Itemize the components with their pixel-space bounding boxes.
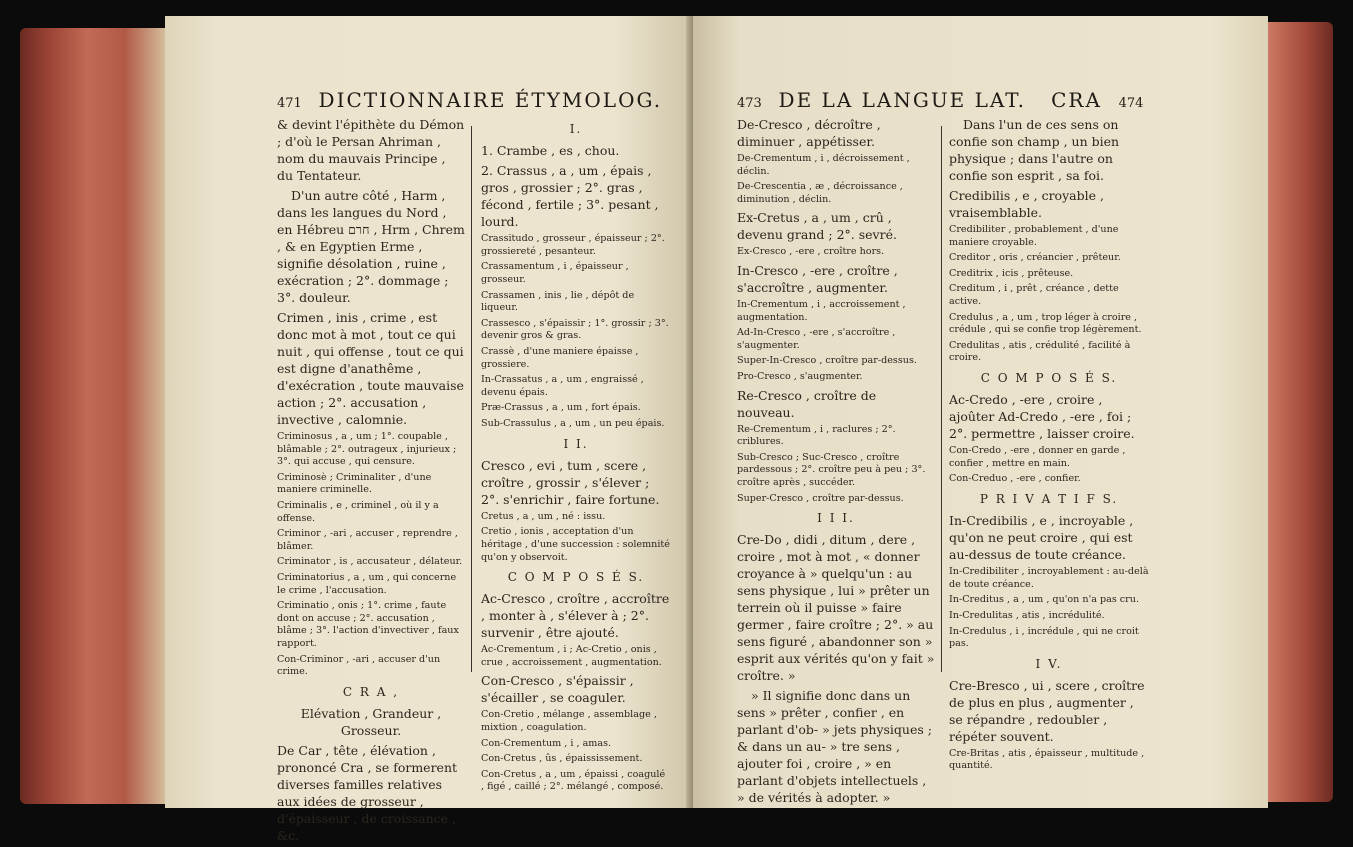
- text-paragraph: Criminator , is , accusateur , délateur.: [277, 556, 463, 568]
- text-paragraph: Creditor , oris , créancier , prêteur.: [949, 252, 1121, 264]
- text-paragraph: Con-Creduo , -ere , confier.: [949, 473, 1081, 485]
- text-paragraph: Cre-Do , didi , ditum , dere , croire , mot à mot , « donner croyance à » quelqu'un : au sens physique , lui » prêter un terrein où il puisse » faire germer , faire croître ; 2°. » au sens figuré , abandonner son » esprit aux vérités qu'on y fait » croître. »: [737, 532, 935, 684]
- text-paragraph: Criminosus , a , um ; 1°. coupable , blâmable ; 2°. outrageux , injurieux ; 3°. qui accuse , qui censure.: [277, 431, 457, 468]
- text-paragraph: Ex-Cresco , -ere , croître hors.: [737, 246, 885, 258]
- column-rule: [941, 126, 942, 672]
- text-paragraph: Ex-Cretus , a , um , crû , devenu grand ; 2°. sevré.: [737, 210, 897, 243]
- text-paragraph: Cresco , evi , tum , scere , croître , grossir , s'élever ; 2°. s'enrichir , faire fortune.: [481, 457, 660, 507]
- left-column-2: [481, 116, 671, 797]
- text-paragraph: In-Cresco , -ere , croître , s'accroître , augmenter.: [737, 262, 898, 295]
- text-paragraph: In-Crementum , i , accroissement , augmentation.: [737, 298, 906, 323]
- text-paragraph: De-Crementum , i , décroissement , déclin.: [737, 153, 910, 177]
- text-paragraph: Cretio , ionis , acceptation d'un héritage , d'une succession : solemnité qu'on y observoit.: [481, 526, 670, 563]
- text-paragraph: C O M P O S É S.: [507, 570, 645, 585]
- text-paragraph: In-Credibiliter , incroyablement : au-delà de toute créance.: [949, 566, 1149, 590]
- text-paragraph: In-Credulitas , atis , incrédulité.: [949, 609, 1105, 621]
- text-paragraph: Elévation , Grandeur , Grosseur.: [300, 705, 442, 738]
- text-paragraph: I V.: [1035, 656, 1063, 671]
- text-paragraph: In-Crassatus , a , um , engraissé , devenu épais.: [481, 374, 644, 398]
- text-paragraph: De-Cresco , décroître , diminuer , appétisser.: [737, 117, 881, 149]
- text-paragraph: De-Crescentia , æ , décroissance , diminution , déclin.: [737, 181, 903, 205]
- right-column-1: [737, 116, 935, 809]
- text-paragraph: & devint l'épithète du Démon ; d'où le Persan Ahriman , nom du mauvais Principe , du Tentateur.: [277, 117, 465, 183]
- text-paragraph: Credulitas , atis , crédulité , facilité à croire.: [949, 339, 1131, 364]
- text-paragraph: Criminalis , e , criminel , où il y a offense.: [277, 499, 439, 524]
- right-page: [693, 16, 1268, 808]
- text-paragraph: In-Credibilis , e , incroyable , qu'on ne peut croire , qui est au-dessus de toute créance.: [949, 513, 1134, 563]
- text-paragraph: Credibilis , e , croyable , vraisemblable.: [949, 188, 1104, 220]
- text-paragraph: C R A ,: [342, 684, 400, 699]
- text-paragraph: Re-Cresco , croître de nouveau.: [737, 387, 877, 420]
- text-paragraph: Crassamentum , i , épaisseur , grosseur.: [481, 261, 629, 285]
- text-paragraph: Crassamen , inis , lie , dépôt de liqueur.: [481, 289, 635, 314]
- text-paragraph: Con-Cretus , a , um , épaissi , coagulé , figé , caillé ; 2°. mélangé , composé.: [481, 768, 666, 793]
- text-paragraph: De Car , tête , élévation , prononcé Cra , se formerent diverses familles relatives aux idées de grosseur , d'épaisseur , de croissance , &c.: [277, 742, 458, 843]
- running-title-right: DE LA LANGUE LAT.: [778, 88, 1027, 112]
- text-paragraph: Ac-Cresco , croître , accroître , monter à , s'élever à ; 2°. survenir , être ajouté.: [481, 591, 670, 641]
- text-paragraph: Pro-Cresco , s'augmenter.: [737, 370, 863, 382]
- text-paragraph: Cre-Bresco , ui , scere , croître de plus en plus , augmenter , se répandre , redoubler , répéter souvent.: [949, 677, 1145, 744]
- section-label: CRA: [1051, 88, 1102, 112]
- text-paragraph: Sub-Cresco ; Suc-Cresco , croître pardessous ; 2°. croître peu à peu ; 3°. croître après , succéder.: [737, 451, 926, 488]
- text-paragraph: Ad-In-Cresco , -ere , s'accroître , s'augmenter.: [737, 327, 896, 351]
- text-paragraph: Super-Cresco , croître par-dessus.: [737, 492, 904, 504]
- text-paragraph: 1. Crambe , es , chou.: [481, 143, 620, 159]
- right-page-header: [737, 88, 1143, 112]
- text-paragraph: I.: [569, 122, 583, 136]
- text-paragraph: Creditrix , icis , prêteuse.: [949, 267, 1074, 279]
- text-paragraph: Cre-Britas , atis , épaisseur , multitude , quantité.: [949, 747, 1145, 772]
- page-edge-left: [20, 28, 170, 804]
- text-paragraph: Credulus , a , um , trop léger à croire , crédule , qui se confie trop légèrement.: [949, 311, 1142, 336]
- text-paragraph: Con-Cretio , mélange , assemblage , mixtion , coagulation.: [481, 709, 657, 734]
- text-paragraph: I I I.: [817, 511, 855, 526]
- page-number-473: 473: [737, 96, 762, 111]
- left-column-1: [277, 116, 465, 847]
- text-paragraph: Ac-Credo , -ere , croire , ajoûter Ad-Credo , -ere , foi ; 2°. permettre , laisser croire.: [949, 392, 1135, 442]
- text-paragraph: Con-Credo , -ere , donner en garde , confier , mettre en main.: [949, 445, 1126, 469]
- text-paragraph: Criminor , -ari , accuser , reprendre , blâmer.: [277, 528, 458, 552]
- text-paragraph: I I.: [563, 436, 589, 451]
- text-paragraph: » Il signifie donc dans un sens » prêter , confier , en parlant d'ob- » jets physiques ; & dans un au- » tre sens , ajouter foi , croire , » en parlant d'objets intellectuels , » de vérités à adopter. »: [737, 688, 932, 806]
- text-paragraph: Criminatorius , a , um , qui concerne le crime , l'accusation.: [277, 571, 457, 596]
- text-paragraph: D'un autre côté , Harm , dans les langues du Nord , en Hébreu חרם , Hrm , Chrem , & en Egyptien Erme , signifie désolation , ruine , exécration ; 2°. dommage ; 3°. douleur.: [277, 188, 465, 305]
- text-paragraph: Crassitudo , grosseur , épaisseur ; 2°. grossiereté , pesanteur.: [481, 233, 665, 257]
- text-paragraph: Creditum , i , prêt , créance , dette active.: [949, 283, 1119, 307]
- text-paragraph: Criminosè ; Criminaliter , d'une maniere criminelle.: [277, 471, 432, 496]
- text-paragraph: Con-Cresco , s'épaissir , s'écailler , se coaguler.: [481, 673, 634, 706]
- right-column-2: [949, 116, 1149, 776]
- text-paragraph: Dans l'un de ces sens on confie son champ , un bien physique ; dans l'autre on confie son esprit , sa foi.: [949, 117, 1120, 183]
- text-paragraph: Crassè , d'une maniere épaisse , grossiere.: [481, 345, 639, 370]
- text-paragraph: Con-Crementum , i , amas.: [481, 737, 612, 749]
- text-paragraph: Sub-Crassulus , a , um , un peu épais.: [481, 417, 665, 429]
- text-paragraph: Crassesco , s'épaissir ; 1°. grossir ; 3°. devenir gros & gras.: [481, 317, 669, 342]
- left-page: [165, 16, 693, 843]
- text-paragraph: Crimen , inis , crime , est donc mot à mot , tout ce qui nuit , qui offense , tout ce qui est digne d'anathême , d'exécration , toute mauvaise action ; 2°. accusation , invective , calomnie.: [277, 310, 464, 427]
- text-paragraph: 2. Crassus , a , um , épais , gros , grossier ; 2°. gras , fécond , fertile ; 3°. pesant , lourd.: [481, 163, 659, 230]
- column-rule: [471, 126, 472, 672]
- text-paragraph: P R I V A T I F S.: [979, 491, 1119, 506]
- page-number-471: 471: [277, 96, 302, 111]
- text-paragraph: Super-In-Cresco , croître par-dessus.: [737, 355, 917, 367]
- text-paragraph: Criminatio , onis ; 1°. crime , faute dont on accuse ; 2°. accusation , blâme ; 3°. l'action d'invectiver , faux rapport.: [277, 600, 459, 649]
- text-paragraph: Ac-Crementum , i ; Ac-Cretio , onis , crue , accroissement , augmentation.: [481, 644, 662, 668]
- text-paragraph: In-Credulus , i , incrédule , qui ne croit pas.: [949, 625, 1139, 650]
- text-paragraph: Re-Crementum , i , raclures ; 2°. criblures.: [737, 423, 896, 448]
- page-number-474: 474: [1118, 96, 1144, 111]
- text-paragraph: Con-Criminor , -ari , accuser d'un crime.: [277, 653, 441, 678]
- text-paragraph: In-Creditus , a , um , qu'on n'a pas cru.: [949, 594, 1139, 606]
- text-paragraph: Præ-Crassus , a , um , fort épais.: [481, 402, 641, 414]
- text-paragraph: Credibiliter , probablement , d'une maniere croyable.: [949, 224, 1119, 248]
- text-paragraph: Cretus , a , um , né : issu.: [481, 510, 606, 522]
- text-paragraph: Con-Cretus , ûs , épaississement.: [481, 753, 643, 765]
- text-paragraph: C O M P O S É S.: [980, 370, 1118, 385]
- running-title-left: DICTIONNAIRE ÉTYMOLOG.: [318, 88, 663, 112]
- left-page-header: [277, 88, 712, 112]
